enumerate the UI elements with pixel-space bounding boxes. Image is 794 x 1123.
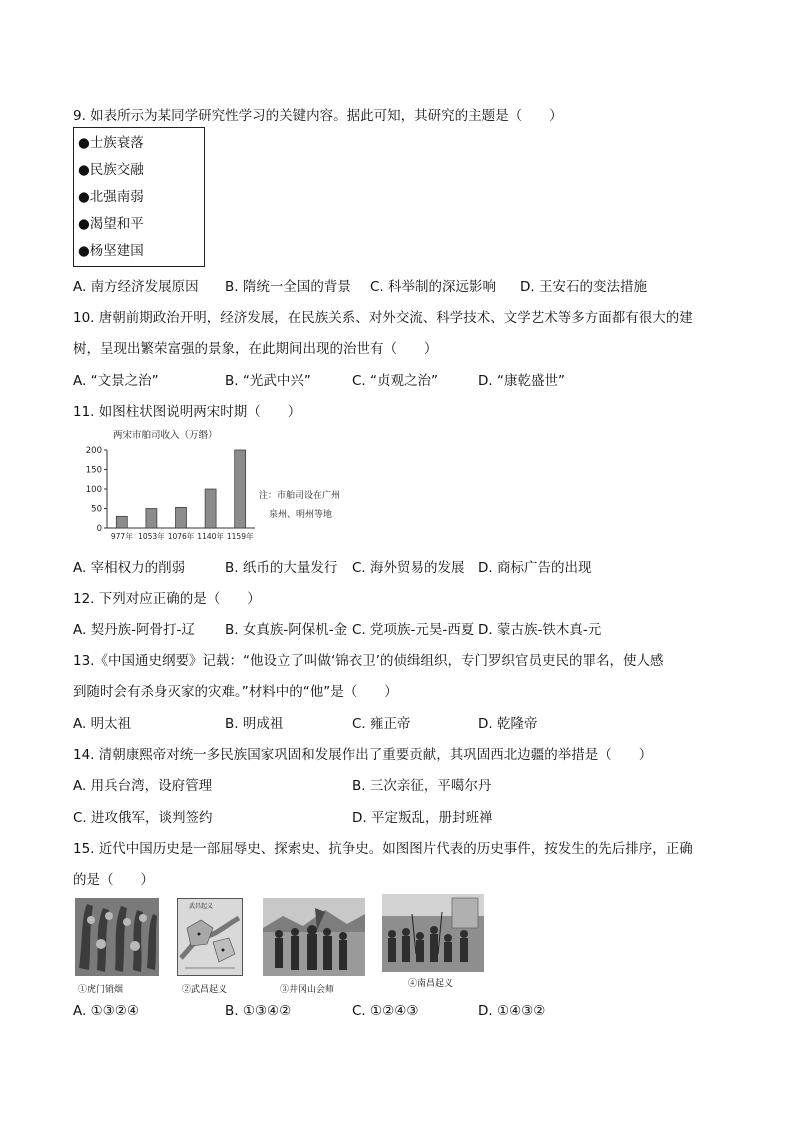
q15-option-d[interactable]: D. ①④③② <box>478 1003 546 1019</box>
q9-table-item: ●渴望和平 <box>78 216 144 232</box>
x-tick-label: 1076年 <box>167 532 195 541</box>
humen-relief-image <box>75 898 159 976</box>
q9-option-d[interactable]: D. 王安石的变法措施 <box>520 279 647 295</box>
caption-wuchang: ②武昌起义 <box>182 985 228 995</box>
q9-table <box>73 127 205 267</box>
q11-option-c[interactable]: C. 海外贸易的发展 <box>352 560 465 576</box>
q11-option-b[interactable]: B. 纸币的大量发行 <box>225 560 338 576</box>
q14-option-b[interactable]: B. 三次亲征，平噶尔丹 <box>352 778 492 794</box>
q10-option-c[interactable]: C. “贞观之治” <box>352 373 438 389</box>
q11-option-d[interactable]: D. 商标广告的出现 <box>478 560 592 576</box>
bar-1140年 <box>205 489 216 528</box>
q12-option-b[interactable]: B. 女真族-阿保机-金 <box>225 622 348 638</box>
q15-stem-line1: 15. 近代中国历史是一部屈辱史、探索史、抗争史。如图图片代表的历史事件，按发生的先后排序，正确 <box>73 841 693 857</box>
q13-option-a[interactable]: A. 明太祖 <box>73 716 132 732</box>
q14-option-a[interactable]: A. 用兵台湾，设府管理 <box>73 778 213 794</box>
q9-table-item: ●北强南弱 <box>78 189 144 205</box>
chart-note-line2: 泉州、明州等地 <box>269 510 333 520</box>
q12-stem: 12. 下列对应正确的是（ ） <box>73 591 261 607</box>
q13-stem-line2: 到随时会有杀身灭家的灾难。”材料中的“他”是（ ） <box>73 684 398 700</box>
q15-option-b[interactable]: B. ①③④② <box>225 1003 292 1019</box>
q13-option-b[interactable]: B. 明成祖 <box>225 716 284 732</box>
map-label: 武昌起义 <box>189 903 214 910</box>
caption-humen: ①虎门销烟 <box>78 985 124 995</box>
bar-1053年 <box>146 509 157 529</box>
q9-option-b[interactable]: B. 隋统一全国的背景 <box>225 279 351 295</box>
jinggangshan-painting-image <box>263 898 365 976</box>
q9-table-item: ●杨坚建国 <box>78 243 144 259</box>
chart-title: 两宋市舶司收入（万缗） <box>113 430 218 441</box>
y-tick-label: 50 <box>91 504 102 515</box>
wuchang-map-image <box>177 898 243 976</box>
q14-option-c[interactable]: C. 进攻俄军，谈判签约 <box>73 810 213 826</box>
q9-stem: 9. 如表所示为某同学研究性学习的关键内容。据此可知，其研究的主题是（ ） <box>73 108 563 124</box>
caption-nanchang: ④南昌起义 <box>408 979 454 989</box>
q14-option-d[interactable]: D. 平定叛乱，册封班禅 <box>352 810 493 826</box>
q11-option-a[interactable]: A. 宰相权力的削弱 <box>73 560 186 576</box>
q11-stem: 11. 如图柱状图说明两宋时期（ ） <box>73 404 302 420</box>
q10-stem-line2: 树，呈现出繁荣富强的景象，在此期间出现的治世有（ ） <box>73 341 438 357</box>
q10-stem-line1: 10. 唐朝前期政治开明，经济发展，在民族关系、对外交流、科学技术、文学艺术等多方面都有很大的建 <box>73 310 693 326</box>
q12-option-d[interactable]: D. 蒙古族-铁木真-元 <box>478 622 602 638</box>
q10-option-d[interactable]: D. “康乾盛世” <box>478 373 565 389</box>
bar-1076年 <box>176 507 187 528</box>
caption-jinggangshan: ③井冈山会师 <box>280 985 335 995</box>
q9-table-item: ●民族交融 <box>78 162 144 178</box>
q14-stem: 14. 清朝康熙帝对统一多民族国家巩固和发展作出了重要贡献，其巩固西北边疆的举措是（ ） <box>73 747 653 763</box>
chart-note-line1: 注：市舶司设在广州 <box>259 491 341 501</box>
q13-stem-line1: 13.《中国通史纲要》记载：“他设立了叫做‘锦衣卫’的侦缉组织，专门罗织官员吏民的罪名，使人感 <box>73 653 664 669</box>
y-tick-label: 200 <box>85 446 102 456</box>
q10-option-b[interactable]: B. “光武中兴” <box>225 373 311 389</box>
y-tick-label: 100 <box>85 485 102 495</box>
y-tick-label: 0 <box>96 524 102 534</box>
nanchang-uprising-image <box>382 894 484 972</box>
q9-option-a[interactable]: A. 南方经济发展原因 <box>73 279 199 295</box>
bar-977年 <box>116 516 127 528</box>
x-tick-label: 1159年 <box>226 532 254 541</box>
x-tick-label: 1140年 <box>197 532 224 541</box>
bar-1159年 <box>235 450 246 528</box>
q9-option-c[interactable]: C. 科举制的深远影响 <box>370 279 497 295</box>
x-tick-label: 1053年 <box>138 532 165 541</box>
q15-option-a[interactable]: A. ①③②④ <box>73 1003 139 1019</box>
q15-stem-line2: 的是（ ） <box>73 872 154 888</box>
q9-table-item: ●士族衰落 <box>78 135 144 151</box>
q12-option-c[interactable]: C. 党项族-元昊-西夏 <box>352 622 475 638</box>
y-tick-label: 150 <box>85 465 102 476</box>
q10-option-a[interactable]: A. “文景之治” <box>73 373 159 389</box>
q13-option-d[interactable]: D. 乾隆帝 <box>478 716 538 732</box>
q13-option-c[interactable]: C. 雍正帝 <box>352 716 411 732</box>
revenue-bar-chart <box>73 424 373 548</box>
x-tick-label: 977年 <box>110 532 133 541</box>
q12-option-a[interactable]: A. 契丹族-阿骨打-辽 <box>73 622 195 638</box>
q15-option-c[interactable]: C. ①②④③ <box>352 1003 419 1019</box>
